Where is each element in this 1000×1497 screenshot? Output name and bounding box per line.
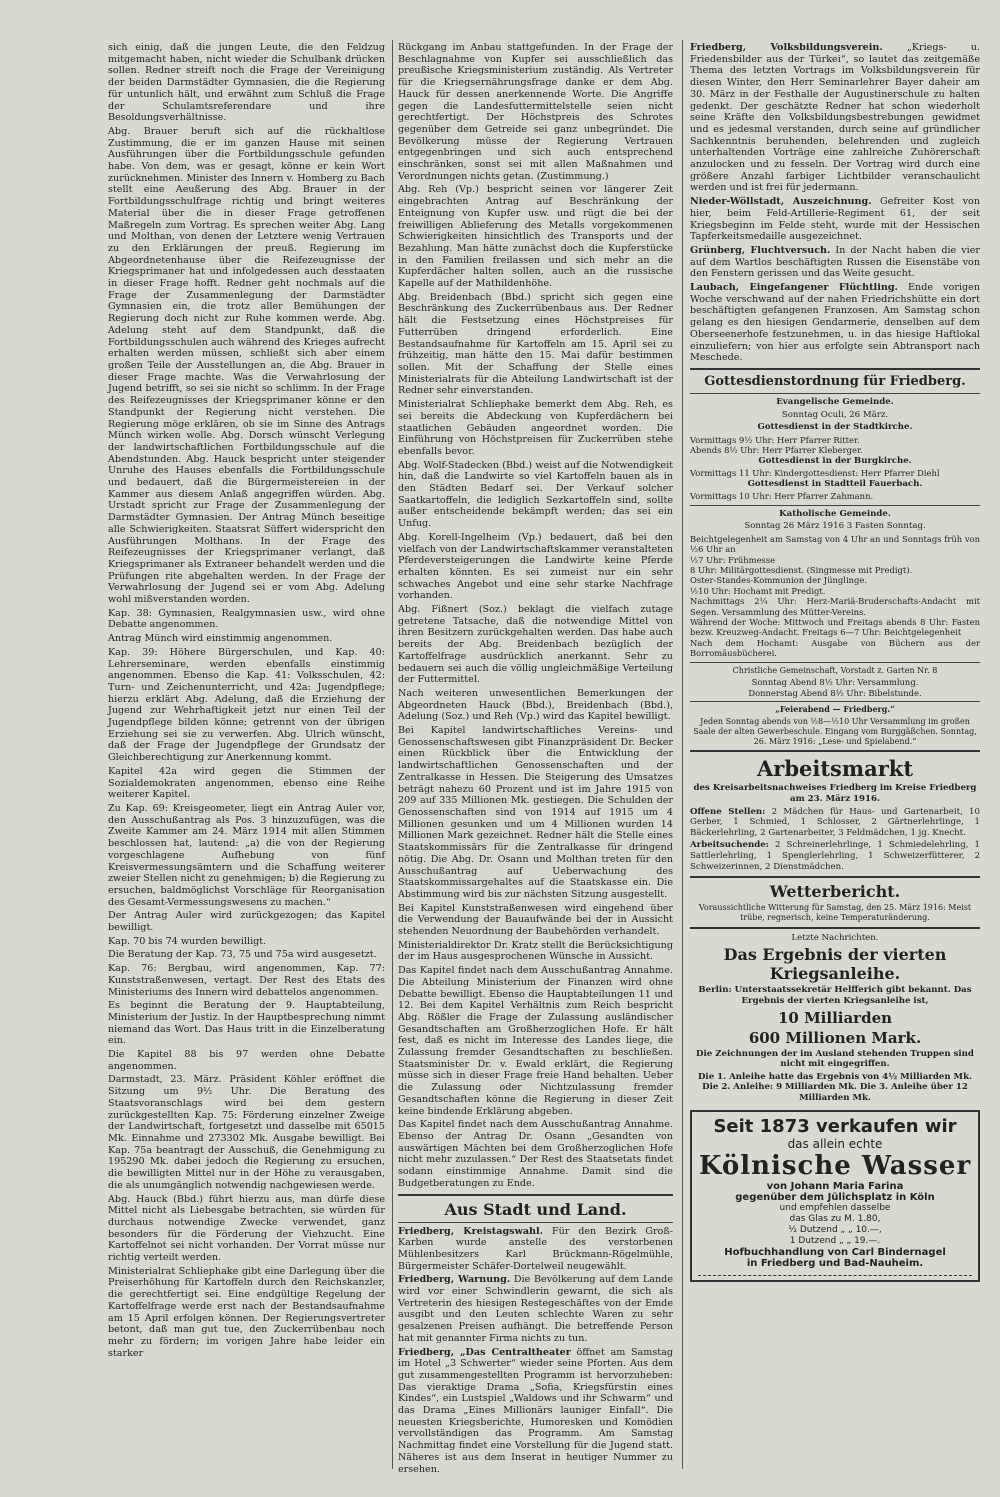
article-paragraph: Antrag Münch wird einstimmig angenommen. [108,633,333,645]
fauerbach-lines [690,491,980,501]
article-paragraph: Das Kapitel findet nach dem Ausschußantrag Annahme. Die Abteilung Ministerium der Finanzen wird ohne Debatte bewilligt. Ebenso die Hauptabteilungen 11 und 12. Bei dem Kapitel Verhältnis zum Reich bespricht Abg. Rößler die Frage der Zulassung ausländischer Gesandtschaften am Großherzoglichen Hofe. Er hält fest, daß es nicht im Interesse des Landes liege, die Zulassung fremder Gesandtschaften zu beschließen. Staatsminister Dr. v. Ewald erklärt, die Regierung müsse sich in dieser Frage freie Hand behalten. Ueber die Zulassung oder Nichtzulassung fremder Gesandtschaften könne die Regierung in dieser Zeit keine bindende Erklärung abgeben. [398,965,673,1117]
latest-news [690,933,980,1104]
news-item-text: Gefreiter Kost von hier, beim Feld-Artillerie-Regiment 61, der seit Kriegsbeginn im Felde steht, wurde mit der Hessischen Tapferkeitsmedaille ausgezeichnet. [690,196,980,243]
ad-bottom-border [698,1275,972,1276]
article-paragraph: Kap. 76: Bergbau, wird angenommen, Kap. 77: Kunststraßenwesen, vertagt. Der Rest des Etats des Ministeriums des Innern wird debattelos angenommen. [108,963,385,998]
weather-title: Wetterbericht. [769,882,901,902]
news-item-head: Nieder-Wöllstadt, Auszeichnung. [690,196,872,208]
article-paragraph: Ministerialdirektor Dr. Kratz stellt die Berücksichtigung der im Haus ausgesprochenen Wünsche in Aussicht. [398,939,673,963]
schedule-line: Vormittags 11 Uhr: Kindergottesdienst: Herr Pfarrer Diehl [690,468,940,479]
news-item-text: „Kriegs- u. Friedensbilder aus der Türkei“, so lautet das zeitgemäße Thema des letzten Vortrags im Volksbildungsverein für diesen Winter, den Herr Seminarlehrer Bayer daheir am 30. März in der Festhalle der Augustinerschule zu halten gedenkt. Der geschätzte Redner hat schon wiederholt seine Kräfte den Volksbildungsbestrebungen gewidmet und es jedesmal verstanden, durch seine auf gründlicher Sachkenntnis beruhenden, belehrenden und zugleich unterhaltenden Vorträge eine zahlreiche Zuhörerschaft anzulocken und zu fesseln. Der Vortrag wird durch eine größere Anzahl farbiger Lichtbilder veranschaulicht werden und ist frei für jedermann. [690,42,980,194]
latest-para3: Die 1. Anleihe hatte das Ergebnis von 4½ Milliarden Mk. Die 2. Anleihe: 9 Milliarden Mk. Die 3. Anleihe über 12 Milliarden Mk. [697,1071,973,1103]
ad-line-11: in Friedberg und Bad-Nauheim. [746,1257,924,1269]
article-paragraph: Ministerialrat Schliephake gibt eine Darlegung über die Preiserhöhung für Kartoffeln durch den Reichskanzler, die gerechtfertigt sei. Eine endgültige Regelung der Kartoffelfrage werde erst nach der Bestandsaufnahme am 15 April erfolgen können. Der Regierungsvertreter betont, daß man gut tue, den Zuckerrübenbau noch mehr zu fördern; im vorigen Jahre habe leider ein starker [108,1265,385,1359]
local-news [398,1226,673,1476]
parliament-report-continued [398,42,673,1190]
column-rule [392,40,393,1469]
article-paragraph: Kap. 70 bis 74 wurden bewilligt. [108,935,267,947]
job-seekers-text: 2 Schreinerlehrlinge, 1 Schmiedelehrling, 1 Sattlerlehrling, 1 Spenglerlehrling, 1 Schweizerfütterer, 2 Schweizerinnen, 2 Dienstmädchen. [690,840,980,872]
schedule-line: ½10 Uhr: Hochamt mit Predigt. [690,585,826,596]
news-item-text: öffnet am Samstag im Hotel „3 Schwerter“ wieder seine Pforten. Aus dem gut zusammengestellten Programm ist hervorzuheben: Das vieraktige Drama „Sofia, Kriegsfürstin eines Kindes“, ein Lustspiel „Waldows und ihr Schwarm“ und das Drama „Eines Millionärs launiger Einfall“. Die neuesten Kriegsberichte, Humoresken und Komödien vervollständigen das Programm. Am Samstag Nachmittag findet eine Vorstellung für die Jugend statt. Näheres ist aus dem Inserat in heutiger Nummer zu ersehen. [398,1346,673,1475]
divider [690,701,980,702]
news-item-text: Die Bevölkerung auf dem Lande wird vor einer Schwindlerin gewarnt, die sich als Vertreterin des hiesigen Restegeschäftes von der Emde ausgibt und den Leuten schlechte Waren zu sehr gesalzenen Preisen aufhängt. Die betreffende Person hat mit genannter Firma nichts zu tun. [398,1274,673,1344]
schedule-line: Vormittags 9½ Uhr: Herr Pfarrer Ritter. [690,434,860,445]
loan-amount-2: 600 Millionen Mark. [748,1028,922,1047]
job-market [690,756,980,872]
column-rule [682,40,683,1469]
ad-line-10: Hofbuchhandlung von Carl Bindernagel [724,1246,946,1258]
news-item-head: Laubach, Eingefangener Flüchtling. [690,282,898,294]
divider [690,393,980,394]
article-paragraph: Bei Kapitel landwirtschaftliches Vereins- und Genossenschaftswesen gibt Finanzpräsident Dr. Becker einen Rückblick über die Entwicklung der landwirtschaftlichen Genossenschaften und der Zentralkasse in Hessen. Die Steigerung des Umsatzes beträgt nahezu 60 Prozent und ist im Jahre 1915 von 209 auf 335 Millionen Mk. gestiegen. Die Schulden der Genossenschaften sind von 1914 auf 1915 um 4 Millionen gesunken und um 4 Millionen wurden 14 Millionen Mark gezeichnet. Redner hält die Stelle eines Staatskommissärs für die Zentralkasse für dringend nötig. Die Abg. Dr. Osann und Molthan treten für den Ausschußantrag auf Ueberwachung des Staatskommissargehaltes auf die Staatskasse ein. Die Abstimmung wird bis zur nächsten Sitzung ausgestellt. [398,725,673,900]
news-item-text: In der Nacht haben die vier auf dem Wartlos beschäftigten Russen die Eisenstäbe von den Fenstern gerissen und das Weite gesucht. [690,244,980,280]
section-title-local: Aus Stadt und Land. [444,1199,627,1219]
ad-line-5: gegenüber dem Jülichsplatz in Köln [735,1191,935,1203]
section-divider [690,368,980,370]
article-paragraph: Die Kapitel 88 bis 97 werden ohne Debatte angenommen. [108,1049,385,1072]
section-divider [398,1222,673,1223]
church-christian: Christliche Gemeinschaft, Vorstadt z. Garten Nr. 8 [732,665,938,675]
ad-line-3: Kölnische Wasser [698,1150,972,1181]
article-paragraph: Es beginnt die Beratung der 9. Hauptabteilung, Ministerium der Justiz. In der Hauptbesprechung nimmt niemand das Wort. Das Haus tritt in die Einzelberatung ein. [108,1000,385,1047]
ad-line-9: 1 Dutzend „ „ 19.—. [789,1235,881,1246]
divider [690,662,980,663]
ad-line-4: von Johann Maria Farina [766,1180,904,1192]
article-paragraph: Darmstadt, 23. März. Präsident Köhler eröffnet die Sitzung um 9½ Uhr. Die Beratung des Staatsvoranschlags wird bei dem gestern zurückgestellten Kap. 75: Förderung einzelner Zweige der Landwirtschaft, fortgesetzt und dasselbe mit 65015 Mk. Einnahme und 273302 Mk. Ausgabe bewilligt. Bei Kap. 75a beantragt der Ausschuß, die Genehmigung zu 195290 Mk. dabei jedoch die Regierung zu ersuchen, die bewilligten Mittel nur in der Höhe zu verausgaben, die als unumgänglich notwendig nachgewiesen werde. [108,1074,385,1191]
schedule-line: Während der Woche: Mittwoch und Freitags abends 8 Uhr: Fasten bezw. Kreuzweg-Andacht. Freitags 6—7 Uhr: Beichtgelegenheit [690,617,980,638]
burgkirche-lines [690,468,980,478]
latest-title: Letzte Nachrichten. [791,932,879,943]
ad-line-1: Seit 1873 verkaufen wir [713,1115,957,1137]
ad-line-2: das allein echte [787,1136,883,1151]
ad-line-8: ½ Dutzend „ „ 10.—, [788,1224,882,1235]
schedule-line: 8 Uhr: Militärgottesdienst. (Singmesse mit Predigt). [690,564,913,575]
schedule-line: Nach dem Hochamt: Ausgabe von Büchern aus der Borromäusbücherei. [690,637,980,659]
ad-line-7: das Glas zu M. 1.80, [789,1213,881,1224]
article-paragraph: Abg. Breidenbach (Bbd.) spricht sich gegen eine Beschränkung des Zuckerrübenbaus aus. Der Redner hält die Festsetzung eines Höchstpreises für Futterrüben dringend erforderlich. Eine Bestandsaufnahme für Kartoffeln am 15. April sei zu frühzeitig, man hätte den 15. Mai dafür bestimmen sollen. Mit der Schaffung der Stelle eines Ministerialrats für die Abteilung Landwirtschaft ist der Redner sehr einverstanden. [398,291,673,397]
news-item-head: Grünberg, Fluchtversuch. [690,244,831,256]
article-paragraph: sich einig, daß die jungen Leute, die den Feldzug mitgemacht haben, nicht wieder die Schulbank drücken sollen. Redner streift noch die Frage der Vereinigung der beiden Darmstädter Gymnasien, die die Regierung für untunlich hält, und erwähnt zum Schluß die Frage der Schulamtsreferendare und ihre Besoldungsverhältnisse. [108,42,385,124]
news-item [690,282,980,364]
church-catholic: Katholische Gemeinde. [779,508,891,519]
schedule-line: Donnerstag Abend 8½ Uhr: Bibelstunde. [748,687,922,698]
feierabend-text: Jeden Sonntag abends von ½8—½10 Uhr Versammlung im großen Saale der alten Gewerbeschule. Eingang vom Burggäßchen. Sonntag, 26. März 1916: „Lese- und Spielabend.“ [693,717,977,746]
advertisement-koelnisch-wasser [690,1110,980,1282]
news-item [690,245,980,280]
schedule-line: Beichtgelegenheit am Samstag von 4 Uhr an und Sonntags früh von ½6 Uhr an [690,533,980,555]
column-2 [398,42,673,1475]
regional-news [690,42,980,364]
news-item [398,1347,673,1476]
job-market-title: Arbeitsmarkt [756,756,914,782]
schedule-line: Oster-Standes-Kommunion der Jünglinge. [690,575,867,586]
job-seekers-label: Arbeitsuchende: [690,840,769,851]
article-paragraph: Abg. Reh (Vp.) bespricht seinen vor längerer Zeit eingebrachten Antrag auf Beschränkung der Enteignung von Kupfer usw. und rügt die bei der freiwilligen Ablieferung des Metalls vorgekommenen Schwierigkeiten hinsichtlich des Transports und der Bezahlung. Man hätte zunächst doch die Kupferstücke in den Familien freilassen und sich mehr an die Kupferdächer halten sollen, auch an die russische Kapelle auf der Mathildenhöhe. [398,184,673,290]
article-paragraph: Abg. Brauer beruft sich auf die rückhaltlose Zustimmung, die er im ganzen Hause mit seinen Ausführungen über die Fortbildungsschule gefunden habe. Von dem, was er gesagt, könne er kein Wort zurücknehmen. Minister des Innern v. Homberg zu Bach stellt eine Aeußerung des Abg. Brauer in der Fortbildungsschulfrage richtig und bringt weiteres Material über die in dieser Frage getroffenen Maßregeln zum Vortrag. Es sprechen weiter Abg. Lang und Molthan, von denen der Letztere wenig Vertrauen zu den Erklärungen der preuß. Regierung im Abgeordnetenhause über die Reifezeugnisse der Kriegsprimaner hat und infolgedessen auch desstaaten in dieser Frage hofft. Redner geht nochmals auf die Frage der Zusammenlegung der Darmstädter Gymnasien ein, die trotz aller Bemühungen der Regierung doch nicht zur Ruhe kommen werde. Abg. Adelung steht auf dem Standpunkt, daß die Fortbildungsschulen auch während des Krieges aufrecht erhalten werden müssen, schließt sich aber einem großen Teile der Ausstellungen an, die Abg. Brauer in dieser Frage machte. Was die Verwahrlosung der Jugend betrifft, so sei sie nicht so schlimm. In der Frage des Reifezeugnisses der Kriegsprimaner könne er den Standpunkt der Regierung nicht verstehen. Die Regierung möge erklären, ob sie im Sinne des Antrags Münch wirken wolle. Abg. Dorsch wünscht Verlegung der landwirtschaftlichen Fortbildungsschule auf die Abendstunden. Abg. Hauck bespricht unter steigender Unruhe des Hauses ebenfalls die Fortbildungsschule und bedauert, daß die Bürgermeistereien in der Kammer aus diesem Anlaß angegriffen würden. Abg. Urstadt spricht zur Frage der Zusammenlegung der Darmstädter Gymnasien. Der Antrag Münch beseitige alle Schwierigkeiten. Staatsrat Süffert widerspricht den Ausführungen Molthans. In der Frage des Reifezeugnisses der Kriegsprimaner verlangt, daß Kriegsprimaner als Extraneer behandelt werden und die Prüfungen rite abgehalten werden. In der Frage der Verwahrlosung der Jugend sei er vom Abg. Adelung wohl mißverstanden worden. [108,125,385,606]
article-paragraph: Kap. 39: Höhere Bürgerschulen, und Kap. 40: Lehrerseminare, werden ebenfalls einstimmig angenommen. Ebenso die Kap. 41: Volksschulen, 42: Turn- und Zeichenunterricht, und 42a: Jugendpflege; hierzu erklärt Abg. Adelung, daß die Erziehung der Jugend zur Wehrhaftigkeit jetzt nur einen Teil der Jugendpflege bilden könne; getrennt von der übrigen Erziehung sei sie zu verwerfen. Abg. Ulrich wünscht, daß der Frage der Jugendpflege der Grundsatz der Gleichberechtigung zur Anerkennung kommt. [108,646,385,764]
section-divider [690,750,980,752]
feierabend-title: „Feierabend — Friedberg.“ [775,704,895,715]
news-item-head: Friedberg, „Das Centraltheater [398,1346,571,1358]
open-positions-text: 2 Mädchen für Haus- und Gartenarbeit, 10 Gerber, 1 Schmied, 1 Schlosser, 2 Gärtnerlehrlinge, 1 Bäckerlehrling, 2 Gartenarbeiter, 3 Feldmädchen, 1 jg. Knecht. [690,806,980,838]
article-paragraph: Abg. Fißnert (Soz.) beklagt die vielfach zutage getretene Tatsache, daß die notwendige Mittel von ihren Besitzern zurückgehalten werden. Das habe auch bereits der Abg. Breidenbach bezüglich der Kartoffelfrage ausdrücklich anerkannt. Sehr zu bedauern sei auch die völlig ungleichmäßige Verteilung der Futtermittel. [398,604,673,686]
article-paragraph: Abg. Wolf-Stadecken (Bbd.) weist auf die Notwendigkeit hin, daß die Landwirte so viel Kartoffeln bauen als in den Städten Bedarf sei. Der Verkauf solcher Saatkartoffeln, die lediglich Sezkartoffeln sind, sollte außer entscheidende bekämpft werden; das sei ein Unfug. [398,459,673,530]
schedule-line: Abends 8½ Uhr: Herr Pfarrer Kleberger. [690,445,863,456]
schedule-line: Sonntag Abend 8½ Uhr: Versammlung. [751,677,919,688]
article-paragraph: Kapitel 42a wird gegen die Stimmen der Sozialdemokraten angenommen, ebenso eine Reihe weiterer Kapitel. [108,765,385,801]
ad-line-6: und empfehlen dasselbe [779,1202,891,1213]
section-divider [398,1194,673,1196]
news-item [398,1226,673,1273]
stadtkirche-lines [690,435,980,456]
news-item-head: Friedberg, Volksbildungsverein. [690,42,883,53]
article-paragraph: Das Kapitel findet nach dem Ausschußantrag Annahme. Ebenso der Antrag Dr. Osann „Gesandten von auswärtigen Mächten bei dem Großherzoglichen Hofe nicht mehr zuzulassen.“ Der Rest des Staatsetats findet sodann einstimmige Annahme. Damit sind die Budgetberatungen zu Ende. [398,1119,673,1189]
column-1 [108,42,385,1469]
latest-para2: Die Zeichnungen der im Ausland stehenden Truppen sind nicht mit eingegriffen. [696,1048,974,1070]
schedule-line: ½7 Uhr: Frühmesse [690,554,776,565]
column-3 [690,42,980,1469]
church-kath-date: Sonntag 26 März 1916 3 Fasten Sonntag. [744,521,926,532]
weather-text: Voraussichtliche Witterung für Samstag, den 25. März 1916: Meist trübe, regnerisch, keine Temperaturänderung. [698,903,972,922]
church-burgkirche: Gottesdienst in der Burgkirche. [758,455,912,466]
news-item-head: Friedberg, Kreistagswahl. [398,1225,543,1237]
loan-amount-1: 10 Milliarden [777,1008,893,1027]
news-item-text: Ende vorigen Woche verschwand auf der nahen Friedrichshütte ein dort beschäftigten gefangenen Franzosen. Am Samstag schon gelang es den hiesigen Gendarmerie, denselben auf dem Oberseenerhofe festzunehmen, u. in das hiesige Haftlokal einzuliefern; von hier aus erfolgte sein Abtransport nach Meschede. [690,282,980,364]
article-paragraph: Ministerialrat Schliephake bemerkt dem Abg. Reh, es sei bereits die Abdeckung von Kupferdächern bei staatlichen Gebäuden angeordnet worden. Die Einführung von Höchstpreisen für Zuckerrüben stehe ebenfalls bevor. [398,399,673,457]
church-title: Gottesdienstordnung für Friedberg. [704,373,966,389]
church-evangelical: Evangelische Gemeinde. [776,396,894,407]
schedule-line: Nachmittags 2¼ Uhr: Herz-Mariä-Bruderschafts-Andacht mit Segen. Versammlung des Mütter-Vereins. [690,596,980,617]
section-divider [690,876,980,878]
news-item [690,42,980,194]
article-paragraph: Rückgang im Anbau stattgefunden. In der Frage der Beschlagnahme von Kupfer sei ausschließlich das preußische Kriegsministerium zuständig. Als Vertreter für die Kriegsernährungsfrage danke er dem Abg. Hauck für dessen anerkennende Worte. Die Angriffe gegen die Landesfuttermittelstelle seien nicht gerechtfertigt. Der Höchstpreis des Schrotes gegenüber dem Getreide sei ganz unbegründet. Die Bevölkerung müsse der Regierung Vertrauen entgegenbringen und sich auch entsprechend einschränken, sonst sei mit allen Maßnahmen und Verordnungen nichts getan. (Zustimmung.) [398,42,673,182]
church-fauerbach: Gottesdienst in Stadtteil Fauerbach. [747,478,923,489]
christian-lines [690,677,980,698]
section-divider [690,927,980,929]
article-paragraph: Abg. Korell-Ingelheim (Vp.) bedauert, daß bei den vielfach von der Landwirtschaftskammer veranstalteten Pferdeversteigerungen die Landwirte keine Pferde erhalten könnten. Es sei zumeist nur ein sehr schwaches Angebot und eine sehr starke Nachfrage vorhanden. [398,531,673,602]
latest-lead: Berlin: Unterstaatssekretär Helfferich gibt bekannt. Das Ergebnis der vierten Kriegsanleihe ist, [698,985,972,1006]
news-item [690,196,980,243]
church-schedule [690,374,980,746]
article-paragraph: Zu Kap. 69: Kreisgeometer, liegt ein Antrag Auler vor, den Ausschußantrag als Pos. 3 hinzuzufügen, was die Zweite Kammer am 24. März 1914 mit allen Stimmen beschlossen hat, lautend: „a) die von der Regierung vorgeschlagene Aufhebung von fünf Kreisvermessungsämtern und die Schaffung weiterer zweier Stellen nicht zu genehmigen; b) die Regierung zu ersuchen, baldmöglichst Vorschläge für Reorganisation des Gesamt-Vermessungswesens zu machen.“ [108,803,385,908]
church-ev-date: Sonntag Oculi, 26 März. [781,409,889,420]
article-paragraph: Abg. Hauck (Bbd.) führt hierzu aus, man dürfe diese Mittel nicht als Liebesgabe betrachten, sie würden für durchaus notwendige Zwecke verwendet, ganz besonders für die Förderung der Viehzucht. Eine Kartoffelnot sei nicht vorhanden. Der Vorrat müsse nur richtig verteilt werden. [108,1193,385,1264]
latest-headline: Das Ergebnis der vierten Kriegsanleihe. [723,945,947,984]
article-paragraph: Die Beratung der Kap. 73, 75 und 75a wird ausgesetzt. [108,949,377,961]
schedule-line: Vormittags 10 Uhr: Herr Pfarrer Zahmann. [690,491,874,502]
news-item [398,1274,673,1344]
weather-report [690,882,980,923]
news-item-head: Friedberg, Warnung. [398,1274,511,1286]
article-paragraph: Bei Kapitel Kunststraßenwesen wird eingehend über die Verwendung der Bauaufwände bei der in Aussicht stehenden Neuordnung der Baubehörden verhandelt. [398,902,673,938]
catholic-lines [690,534,980,659]
article-paragraph: Kap. 38: Gymnasien, Realgymnasien usw., wird ohne Debatte angenommen. [108,607,385,631]
job-market-subtitle: des Kreisarbeitsnachweises Friedberg im Kreise Friedberg am 23. März 1916. [693,783,977,805]
article-paragraph: Nach weiteren unwesentlichen Bemerkungen der Abgeordneten Hauck (Bbd.), Breidenbach (Bbd.), Adelung (Soz.) und Reh (Vp.) wird das Kapitel bewilligt. [398,687,673,723]
church-stadtkirche: Gottesdienst in der Stadtkirche. [757,422,913,433]
divider [690,505,980,506]
news-item-text: Für den Bezirk Groß-Karben wurde anstelle des verstorbenen Mühlenbesitzers Karl Brückmann-Rögelmühle, Bürgermeister Schäfer-Dortelweil neugewählt. [398,1225,673,1272]
open-positions-label: Offene Stellen: [690,806,766,817]
article-paragraph: Der Antrag Auler wird zurückgezogen; das Kapitel bewilligt. [108,910,385,934]
